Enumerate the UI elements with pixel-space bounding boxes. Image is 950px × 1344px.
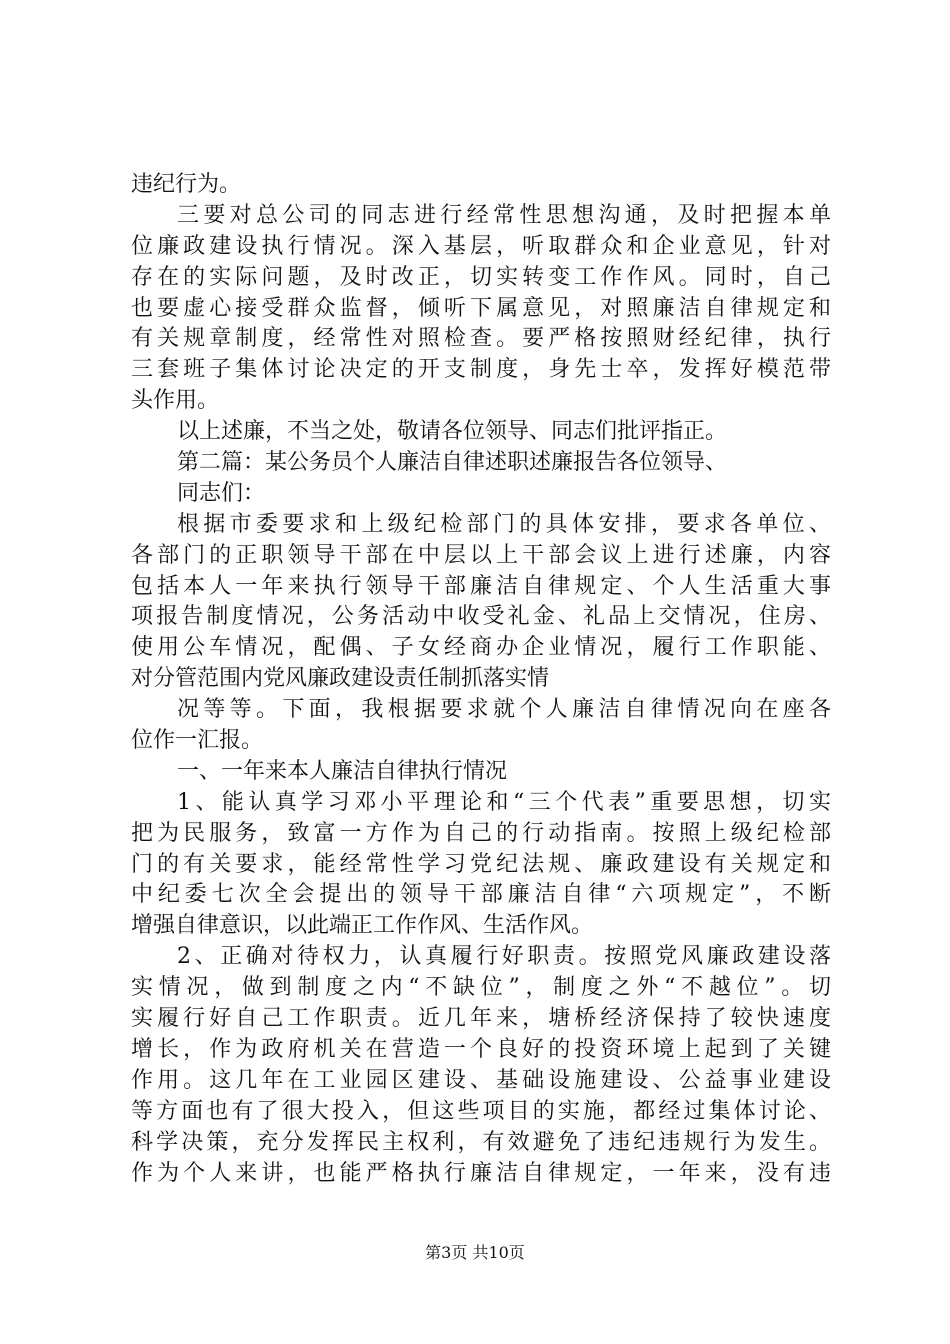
- text-line: 三套班子集体讨论决定的开支制度，身先士卒，发挥好模范带: [131, 357, 831, 383]
- text-line: 等方面也有了很大投入，但这些项目的实施，都经过集体讨论、: [131, 1098, 831, 1124]
- text-line: 增强自律意识，以此端正工作作风、生活作风。: [131, 913, 594, 939]
- body-text: [131, 170, 831, 1189]
- text-line: 把为民服务，致富一方作为自己的行动指南。按照上级纪检部: [131, 820, 831, 846]
- text-line: 门的有关要求，能经常性学习党纪法规、廉政建设有关规定和: [131, 851, 831, 877]
- text-line: 头作用。: [131, 388, 220, 414]
- text-line: 有关规章制度，经常性对照检查。要严格按照财经纪律，执行: [131, 326, 831, 352]
- text-line: 同志们：: [177, 480, 266, 506]
- text-line: 包括本人一年来执行领导干部廉洁自律规定、个人生活重大事: [131, 573, 831, 599]
- text-line: 一、一年来本人廉洁自律执行情况: [177, 758, 508, 784]
- page-footer: [0, 1243, 950, 1263]
- text-line: 三要对总公司的同志进行经常性思想沟通，及时把握本单: [177, 202, 831, 228]
- text-line: 作用。这几年在工业园区建设、基础设施建设、公益事业建设: [131, 1067, 831, 1093]
- text-line: 1、能认真学习邓小平理论和“三个代表”重要思想，切实: [177, 789, 831, 815]
- text-line: 位作一汇报。: [131, 728, 264, 754]
- text-line: 对分管范围内党风廉政建设责任制抓落实情: [131, 666, 550, 692]
- text-line: 位廉政建设执行情况。深入基层，听取群众和企业意见，针对: [131, 233, 831, 259]
- text-line: 以上述廉，不当之处，敬请各位领导、同志们批评指正。: [177, 419, 728, 445]
- text-line: 作为个人来讲，也能严格执行廉洁自律规定，一年来，没有违: [131, 1160, 831, 1186]
- text-line: 项报告制度情况，公务活动中收受礼金、礼品上交情况，住房、: [131, 604, 831, 630]
- text-line: 存在的实际问题，及时改正，切实转变工作作风。同时，自己: [131, 264, 831, 290]
- text-line: 第二篇：某公务员个人廉洁自律述职述廉报告各位领导、: [177, 450, 728, 476]
- text-line: 也要虚心接受群众监督，倾听下属意见，对照廉洁自律规定和: [131, 295, 831, 321]
- text-line: 违纪行为。: [131, 172, 242, 197]
- text-line: 2、正确对待权力，认真履行好职责。按照党风廉政建设落: [177, 944, 831, 970]
- page-number-label: 第3页 共10页: [425, 1243, 525, 1262]
- text-line: 根据市委要求和上级纪检部门的具体安排，要求各单位、: [177, 511, 831, 537]
- text-line: 使用公车情况，配偶、子女经商办企业情况，履行工作职能、: [131, 635, 831, 661]
- text-line: 各部门的正职领导干部在中层以上干部会议上进行述廉，内容: [131, 542, 831, 568]
- text-line: 增长，作为政府机关在营造一个良好的投资环境上起到了关键: [131, 1036, 831, 1062]
- text-line: 况等等。下面，我根据要求就个人廉洁自律情况向在座各: [177, 697, 831, 723]
- text-line: 实情况，做到制度之内“不缺位”，制度之外“不越位”。切: [131, 975, 831, 1001]
- text-line: 实履行好自己工作职责。近几年来，塘桥经济保持了较快速度: [131, 1006, 831, 1032]
- text-line: 科学决策，充分发挥民主权利，有效避免了违纪违规行为发生。: [131, 1129, 831, 1155]
- text-line: 中纪委七次全会提出的领导干部廉洁自律“六项规定”，不断: [131, 882, 831, 908]
